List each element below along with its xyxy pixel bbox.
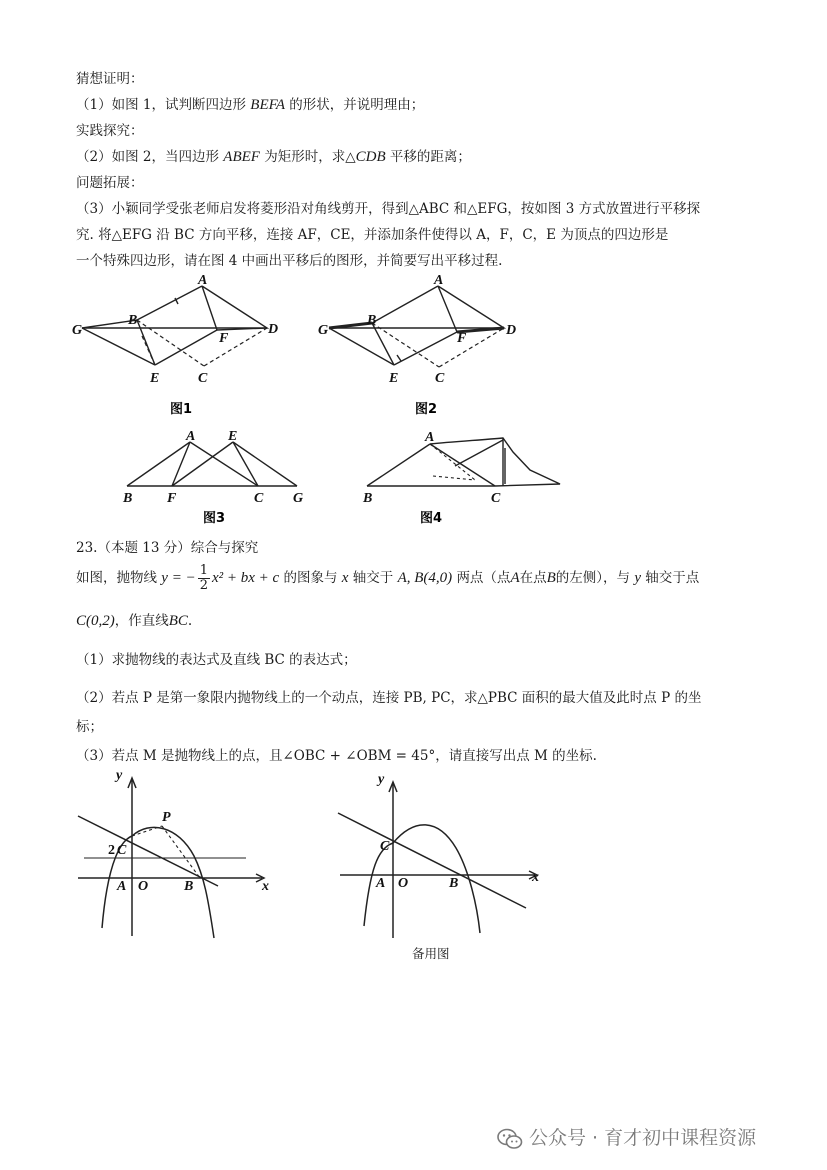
q2-prefix: （2）如图 2，当四边形: [76, 149, 219, 165]
q23-graph-1: [70, 768, 280, 943]
fig4-label-b: B: [363, 491, 373, 506]
q1-suffix: 的形状，并说明理由；: [289, 97, 425, 113]
q23-point-c: C(0,2): [76, 613, 115, 629]
fig1-label-g: G: [72, 323, 83, 338]
q23-intro-b: 的图象与: [283, 570, 338, 586]
fig1-label-c: C: [198, 371, 208, 386]
fig2-caption: 图2: [415, 402, 438, 417]
practice-heading: 实践探究：: [76, 123, 144, 139]
g2-label-o: O: [398, 876, 409, 891]
question-1: [76, 93, 424, 114]
q2-mid: 为矩形时，求△: [264, 149, 356, 165]
fig3-label-g: G: [293, 491, 304, 506]
g2-label-b: B: [449, 876, 459, 891]
q3-line-3: 一个特殊四边形，请在图 4 中画出平移后的图形，并简要写出平移过程.: [76, 253, 503, 269]
figure-4: [355, 428, 570, 528]
q23-graph-2: [330, 768, 550, 943]
fig3-caption: 图3: [203, 511, 226, 526]
q23-line-bc: BC: [168, 613, 188, 629]
g2-label-c: C: [380, 839, 390, 854]
q23-sub-3: （3）若点 M 是抛物线上的点，且∠OBC + ∠OBM = 45°，请直接写出点 M 的坐标.: [76, 748, 597, 764]
q23-sub-2-line-2: 标；: [76, 719, 103, 735]
q23-y-var: y: [634, 570, 641, 586]
fig1-label-e: E: [150, 371, 160, 386]
fig3-label-b: B: [123, 491, 133, 506]
g1-label-o: O: [138, 879, 149, 894]
fig1-caption: 图1: [170, 402, 193, 417]
fig2-label-g: G: [318, 323, 329, 338]
q23-sub-2-line-1: （2）若点 P 是第一象限内抛物线上的一个动点，连接 PB, PC，求△PBC 面积的最大值及此时点 P 的坐: [76, 690, 702, 706]
figure-1: [70, 270, 285, 430]
fig4-label-c: C: [491, 491, 501, 506]
g1-label-b: B: [184, 879, 194, 894]
fig2-label-e: E: [389, 371, 399, 386]
q23-intro-f: 的左侧），与: [555, 570, 631, 586]
q23-eq-rhs: x² + bx + c: [211, 570, 280, 586]
g1-label-c: C: [117, 843, 127, 858]
q3-line-2: 究. 将△EFG 沿 BC 方向平移，连接 AF，CE，并添加条件使得以 A，F，C，E 为顶点的四边形是: [76, 227, 669, 243]
fig1-label-b: B: [128, 313, 138, 328]
q23-intro-d: 两点（点: [456, 570, 511, 586]
q23-fraction: [198, 564, 210, 593]
q23-eq-lhs: y = −: [161, 570, 196, 586]
watermark: [497, 1123, 756, 1150]
q23-a-var: A: [510, 570, 520, 586]
extend-heading: 问题拓展：: [76, 175, 144, 191]
g1-label-2: 2: [108, 843, 115, 858]
q23-intro-g: 轴交于点: [645, 570, 700, 586]
fig1-label-a: A: [198, 273, 208, 288]
q23-intro-e: 在点: [519, 570, 547, 586]
q23-intro-h: ，作直线: [114, 613, 169, 629]
g1-label-p: P: [162, 810, 171, 825]
q23-header: 23.（本题 13 分）综合与探究: [76, 540, 259, 556]
q23-frac-den: 2: [199, 578, 208, 593]
q23-intro-a: 如图，抛物线: [76, 570, 157, 586]
fig3-label-e: E: [228, 429, 238, 444]
fig2-label-c: C: [435, 371, 445, 386]
g2-label-y: y: [378, 772, 385, 787]
q23-frac-num: 1: [199, 563, 208, 578]
watermark-text: 公众号 · 育才初中课程资源: [529, 1127, 757, 1149]
q1-quad: BEFA: [250, 97, 285, 113]
fig2-label-f: F: [457, 331, 467, 346]
question-2: [76, 145, 471, 166]
q23-intro: [76, 561, 699, 595]
backup-caption: 备用图: [412, 946, 450, 961]
conjecture-heading: 猜想证明：: [76, 71, 144, 87]
q2-tri: CDB: [355, 149, 386, 165]
g1-label-y: y: [116, 768, 123, 783]
g2-label-x: x: [532, 870, 539, 885]
fig2-label-b: B: [367, 313, 377, 328]
g2-label-a: A: [376, 876, 386, 891]
g1-label-a: A: [117, 879, 127, 894]
figure-3: [115, 428, 315, 528]
fig3-label-c: C: [254, 491, 264, 506]
q23-x-var: x: [341, 570, 349, 586]
q23-sub-1: （1）求抛物线的表达式及直线 BC 的表达式；: [76, 652, 357, 668]
fig4-caption: 图4: [420, 511, 443, 526]
q3-line-1: （3）小颖同学受张老师启发将菱形沿对角线剪开，得到△ABC 和△EFG，按如图 3 方式放置进行平移探: [76, 201, 701, 217]
figure-2: [315, 270, 530, 430]
q2-quad: ABEF: [223, 149, 260, 165]
fig3-label-f: F: [167, 491, 177, 506]
q1-prefix: （1）如图 1，试判断四边形: [76, 97, 246, 113]
fig1-label-f: F: [219, 331, 229, 346]
q23-intro-i: .: [187, 613, 193, 629]
q23-intro-c: 轴交于: [352, 570, 394, 586]
fig3-label-a: A: [186, 429, 196, 444]
fig4-label-a: A: [425, 430, 435, 445]
fig2-label-d: D: [506, 323, 517, 338]
g1-label-x: x: [262, 879, 269, 894]
wechat-icon: [497, 1128, 523, 1150]
q23-b-var: B: [546, 570, 556, 586]
q23-points-ab: A, B(4,0): [397, 570, 453, 586]
fig1-label-d: D: [268, 322, 279, 337]
q2-suffix: 平移的距离；: [389, 149, 471, 165]
fig2-label-a: A: [434, 273, 444, 288]
q23-intro-line2: [76, 609, 192, 630]
